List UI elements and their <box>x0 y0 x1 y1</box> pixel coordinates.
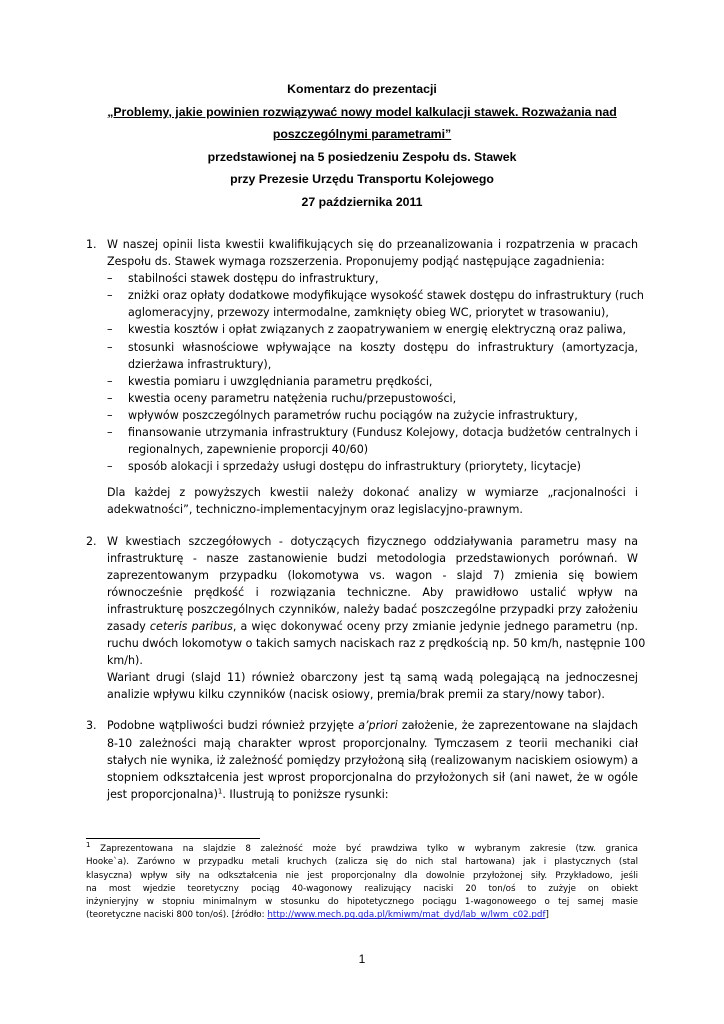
text-line: Wariant drugi (slajd 11) również obarczony jest tą samą wadą polegającą na jednoczesnej <box>107 671 638 685</box>
source-link[interactable]: http://www.mech.pg.gda.pl/kmiwm/mat_dyd/lab_w/lwm_c02.pdf <box>267 910 546 921</box>
text-span: Zaprezentowana na slajdzie 8 zależność może być prawdziwa tylko w wybranym zakresie (tzw. granica <box>90 844 638 854</box>
list-item <box>86 533 638 550</box>
item-number: 1. <box>86 238 97 251</box>
footnote-line <box>86 909 638 922</box>
header-line: poszczególnymi parametrami” <box>272 127 452 142</box>
bullet-text: dzierżawa infrastruktury), <box>128 357 272 371</box>
footnote-line: inżynieryjny w stopniu minimalnym w stosunku do hipotetycznego pociągu 1-wagonoweego o tej samej masie <box>86 897 638 908</box>
text-line: Zespołu ds. Stawek wymaga rozszerzenia. Proponujemy podjąć następujące zagadnienia: <box>107 255 605 269</box>
footnote-line: klasyczna) wpływ siły na odkształcenia nie jest proporcjonalny dla dowolnie przyłożonej siły. Przykładowo, jeśli <box>86 870 638 881</box>
text-line: W naszej opinii lista kwestii kwalifikujących się do przeanalizowania i rozpatrzenia w pracach <box>107 238 638 251</box>
text-span: zasady <box>107 619 150 633</box>
bullet-dash: – <box>107 408 113 422</box>
text-line: adekwatności”, techniczno-implementacyjnym oraz legislacyjno-prawnym. <box>107 503 523 517</box>
footnote-line <box>86 843 638 856</box>
text-line: równocześnie prędkość i rozwiązania techniczne. Aby prawidłowo ustalić wpływ na <box>107 585 638 599</box>
list-item <box>86 236 638 253</box>
text-line <box>107 786 638 803</box>
header-line: Komentarz do prezentacji <box>287 82 437 96</box>
text-line: 8-10 zależności mają charakter wprost proporcjonalny. Tymczasem z teorii mechaniki ciał <box>107 736 638 750</box>
text-line: Dla każdej z powyższych kwestii należy dokonać analizy w wymiarze „racjonalności i <box>107 486 638 500</box>
bullet-dash: – <box>107 323 113 337</box>
italic-text: ceteris paribus <box>149 619 233 633</box>
text-line: infrastrukturę poszczególnych czynników, należy badać poszczególne przypadki przy założeniu <box>107 602 638 616</box>
text-line: stałych nie wynika, iż zależność pomiędzy przyłożoną siłą (realizowanym naciskiem osiowym) a <box>107 753 639 767</box>
bullet-text: kwestia pomiaru i uwzględniania parametru prędkości, <box>128 374 433 388</box>
bullet-dash: – <box>107 340 113 354</box>
bullet-text: aglomeracyjny, przewozy intermodalne, zamknięty obieg WC, priorytet w trasowaniu), <box>128 306 609 320</box>
bullet-dash: – <box>107 426 113 440</box>
footnote-separator <box>86 838 260 839</box>
bullet-text: stosunki własnościowe wpływające na koszty dostępu do infrastruktury (amortyzacja, <box>128 340 638 354</box>
text-line: zaprezentowanym przypadku (lokomotywa vs. wagon - slajd 7) zmienia się bowiem <box>107 568 638 582</box>
document-body <box>86 236 646 803</box>
list-item <box>86 717 638 734</box>
page-number: 1 <box>358 952 366 966</box>
bullet-text: kwestia kosztów i opłat związanych z zaopatrywaniem w energię elektryczną oraz paliwa, <box>128 323 627 337</box>
italic-text: a’priori <box>358 719 398 733</box>
bullet-text: finansowanie utrzymania infrastruktury (Fundusz Kolejowy, dotacja budżetów centralnych i <box>128 426 638 440</box>
text-span: . Ilustrują to poniższe rysunki: <box>222 787 389 801</box>
text-line <box>107 618 638 635</box>
footnote-line: Hooke`a). Zarówno w przypadku metali kruchych (zalicza się do nich stal hartowana) jak i plastycznych (stal <box>86 857 638 868</box>
text-span: założenie, że zaprezentowane na slajdach <box>397 719 638 733</box>
text-line: km/h). <box>107 654 143 668</box>
bullet-dash: – <box>107 460 113 474</box>
bullet-text: sposób alokacji i sprzedaży usługi dostępu do infrastruktury (priorytety, licytacje) <box>128 460 581 474</box>
bullet-text: wpływów poszczególnych parametrów ruchu pociągów na zużycie infrastruktury, <box>128 408 578 422</box>
bullet-text: regionalnych, zapewnienie proporcji 40/60) <box>128 443 369 457</box>
text-line: analizie wpływu kilku czynników (nacisk osiowy, premia/brak premii za stary/nowy tabor). <box>107 688 605 702</box>
text-line <box>107 717 638 734</box>
footnote-mark: 1 <box>86 841 91 850</box>
bullet-text: zniżki oraz opłaty dodatkowe modyfikujące wysokość stawek dostępu do infrastruktury (ruch <box>128 289 644 303</box>
header-line: 27 października 2011 <box>301 194 423 209</box>
text-span: ] <box>545 910 549 921</box>
text-span: , a więc dokonywać oceny przy zmianie jedynie jednego parametru (np. <box>232 619 638 633</box>
bullet-text: kwestia oceny parametru natężenia ruchu/przepustowości, <box>128 391 457 405</box>
bullet-text: stabilności stawek dostępu do infrastruktury, <box>128 272 379 286</box>
document-header <box>0 78 724 214</box>
header-line: „Problemy, jakie powinien rozwiązywać nowy model kalkulacji stawek. Rozważania nad <box>107 104 617 119</box>
item-number: 3. <box>86 719 97 733</box>
text-span: Podobne wątpliwości budzi również przyjęte <box>107 719 359 733</box>
footnote <box>86 843 638 923</box>
text-line: W kwestiach szczegółowych - dotyczących fizycznego oddziaływania parametru masy na <box>107 534 638 548</box>
header-line: przedstawionej na 5 posiedzeniu Zespołu ds. Stawek <box>207 149 517 164</box>
bullet-dash: – <box>107 272 113 286</box>
bullet-dash: – <box>107 391 113 405</box>
bullet-dash: – <box>107 374 113 388</box>
header-line: przy Prezesie Urzędu Transportu Kolejowego <box>230 172 494 187</box>
text-line: stopniem odkształcenia jest wprost proporcjonalna do przyłożonych sił (ani nawet, że w ogóle <box>107 770 638 784</box>
item-number: 2. <box>86 534 97 548</box>
text-span: jest proporcjonalna) <box>107 787 218 801</box>
text-line: infrastrukturę - nasze zastanowienie budzi metodologia przedstawionych porównań. W <box>107 551 638 565</box>
text-span: (teoretyczne naciski 800 ton/oś). [źródło: <box>86 910 268 921</box>
bullet-dash: – <box>107 289 113 303</box>
footnote-line: na most wjedzie teoretyczny pociąg 40-wagonowy realizujący naciski 20 ton/oś to zużyje on obiekt <box>86 883 638 894</box>
text-line: ruchu dwóch lokomotyw o takich samych naciskach raz z prędkością np. 50 km/h, następnie 100 <box>107 637 646 651</box>
footnote-reference[interactable]: 1 <box>217 787 223 796</box>
